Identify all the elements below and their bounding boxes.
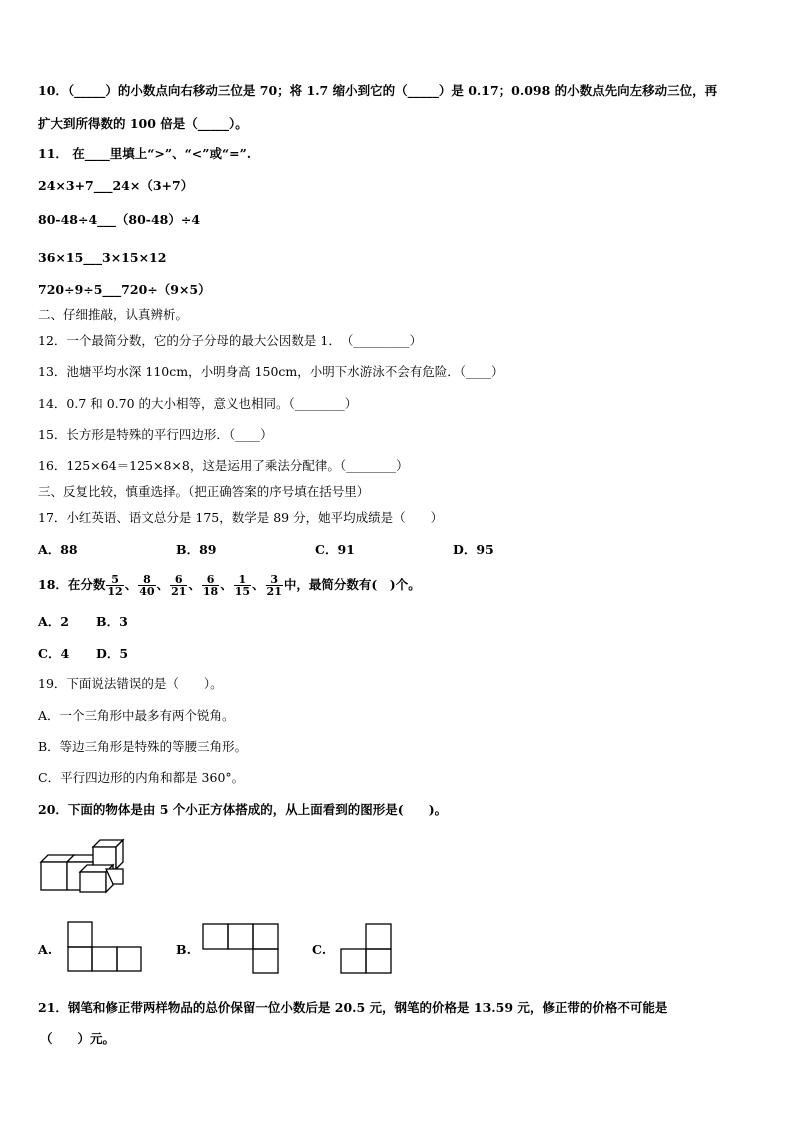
q10-line2: 扩大到所得数的 100 倍是（_____）。 <box>38 116 248 131</box>
q11-item-2: 80-48÷4___（80-48）÷4 <box>38 212 201 227</box>
q17-option-a: A．88 <box>38 542 78 557</box>
section-3-heading: 三、反复比较，慎重选择。（把正确答案的序号填在括号里） <box>38 484 370 499</box>
q14: 14．0.7 和 0.70 的大小相等，意义也相同。（________） <box>38 396 358 411</box>
q21-line1: 21．钢笔和修正带两样物品的总价保留一位小数后是 20.5 元，钢笔的价格是 13.59 元，修正带的价格不可能是 <box>38 1000 668 1015</box>
q10-line1: 10．（_____）的小数点向右移动三位是 70；将 1.7 缩小到它的（_____）是 0.17；0.098 的小数点先向左移动三位，再 <box>38 83 718 98</box>
fraction-5: $\frac{1}{15}$ <box>234 573 251 598</box>
q18-option-c: C．4 <box>38 646 70 661</box>
q17-option-b: B．89 <box>176 542 217 557</box>
q11-item-3: 36×15___3×15×12 <box>38 250 167 265</box>
q17-stem: 17．小红英语、语文总分是 175，数学是 89 分，她平均成绩是（ ） <box>38 510 444 525</box>
fraction-4: $\frac{6}{18}$ <box>202 573 219 598</box>
q20-option-b-label: B. <box>176 942 191 957</box>
cube-figure <box>36 834 136 896</box>
q20-option-c-label: C. <box>312 942 327 957</box>
fraction-6: $\frac{3}{21}$ <box>266 573 282 598</box>
q18-stem: 18．在分数 $\frac{5}{12}$ 、 $\frac{8}{40}$ 、 $\frac{6}{21}$ 、 $\frac{6}{18}$ 、 $\frac{1}{15}$ 、 $\frac{3}{21}$ 中，最简分数有( )个。 <box>38 573 421 598</box>
q15: 15．长方形是特殊的平行四边形．（____） <box>38 427 273 442</box>
q18-option-d: D．5 <box>96 646 129 661</box>
q20-option-a-label: A. <box>38 942 53 957</box>
q11-item-4: 720÷9÷5___720÷（9×5） <box>38 282 211 297</box>
q11-stem: 11． 在____里填上“>”、“<”或“=”. <box>38 146 252 161</box>
q18-option-a: A．2 <box>38 614 69 629</box>
q13: 13．池塘平均水深 110cm，小明身高 150cm，小明下水游泳不会有危险．（____） <box>38 364 504 379</box>
q20-stem: 20．下面的物体是由 5 个小正方体搭成的，从上面看到的图形是( )。 <box>38 802 448 817</box>
q19-option-a: A．一个三角形中最多有两个锐角。 <box>38 708 235 723</box>
q17-option-d: D．95 <box>453 542 494 557</box>
q20-option-c-shape <box>340 923 394 975</box>
q19-stem: 19．下面说法错误的是（ ）。 <box>38 676 223 691</box>
q20-option-b-shape <box>202 923 280 975</box>
q20-option-a-shape <box>67 921 143 973</box>
q21-line2: （ ）元。 <box>40 1031 116 1046</box>
q17-option-c: C．91 <box>315 542 355 557</box>
q12: 12．一个最简分数，它的分子分母的最大公因数是 1． （_________） <box>38 333 423 348</box>
q18-option-b: B．3 <box>96 614 128 629</box>
fraction-1: $\frac{5}{12}$ <box>107 573 123 598</box>
q19-option-b: B．等边三角形是特殊的等腰三角形。 <box>38 739 248 754</box>
q16: 16．125×64＝125×8×8，这是运用了乘法分配律。（________） <box>38 458 409 473</box>
q18-stem-post: 中，最简分数有( )个。 <box>283 577 421 592</box>
q11-item-1: 24×3+7___24×（3+7） <box>38 178 194 193</box>
q19-option-c: C．平行四边形的内角和都是 360°。 <box>38 770 245 785</box>
section-2-heading: 二、仔细推敲，认真辨析。 <box>38 307 189 322</box>
fraction-2: $\frac{8}{40}$ <box>139 573 155 598</box>
fraction-3: $\frac{6}{21}$ <box>171 573 187 598</box>
q18-stem-pre: 18．在分数 <box>38 577 106 592</box>
